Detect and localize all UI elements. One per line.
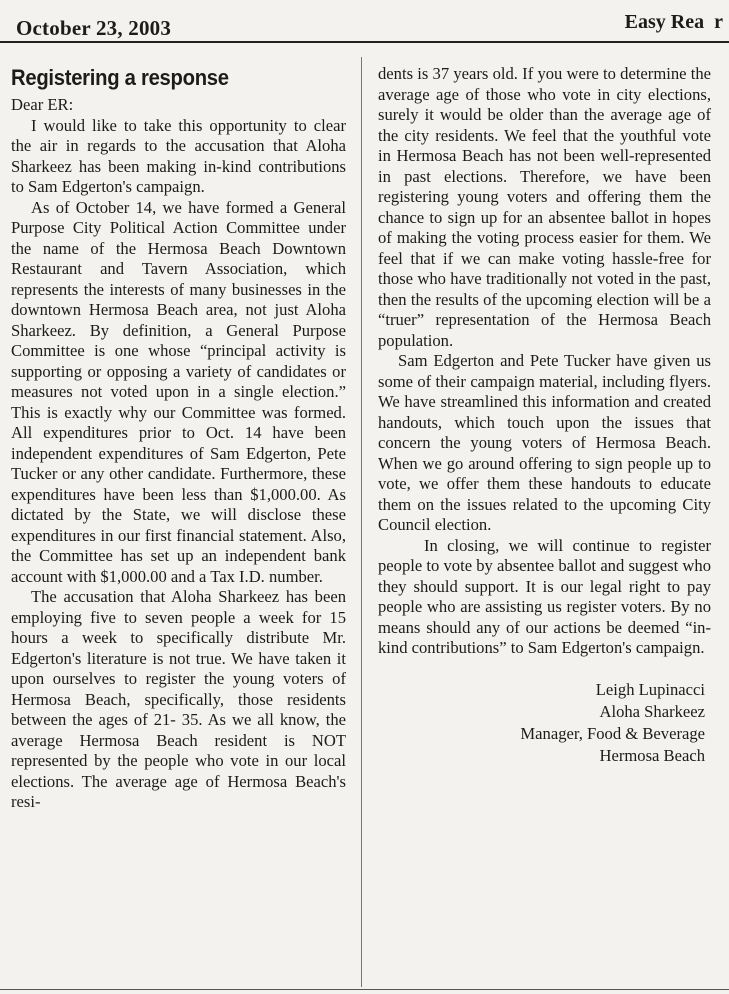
letter-paragraph-continued: dents is 37 years old. If you were to determine the average age of those who vote in city elections, surely it would be older than the average age of the city residents. We feel that the youthful vote in Hermosa Beach has not been well-represented in past elections. Therefore, we have been registering young voters and offering them the chance to sign up for an absentee ballot in hopes of making the voting process easier for them. We feel that if we can make voting hassle-free for those who have traditionally not voted in the past, then the results of the upcoming election will be a “truer” representation of the Hermosa Beach population. [378,64,711,350]
letter-salutation: Dear ER: [11,95,74,114]
right-column [378,64,711,767]
signature-title: Manager, Food & Beverage [520,723,705,743]
issue-date: October 23, 2003 [16,16,172,40]
letter-paragraph: I would like to take this opportunity to clear the air in regards to the accusation that Aloha Sharkeez has been making in-kind contributions to Sam Edgerton's campaign. [11,115,346,196]
signature-name: Leigh Lupinacci [595,679,705,699]
letter-paragraph: As of October 14, we have formed a General Purpose City Political Action Committee under the name of the Hermosa Beach Downtown Restaurant and Tavern Association, which represents the interests of many businesses in the downtown Hermosa Beach area, not just Aloha Sharkeez. By definition, a General Purpose Committee is one whose “principal activity is supporting or opposing a variety of candidates or measures not voted upon in a single election.” This is exactly why our Committee was formed. All expenditures prior to Oct. 14 have been independent expenditures of Sam Edgerton, Pete Tucker or any other candidate. Furthermore, these expenditures have been less than $1,000.00. As dictated by the State, we will disclose these expenditures in our first financial statement. Also, the Committee has set up an independent bank account with $1,000.00 and a Tax I.D. number. [11,197,346,586]
header-rule [0,41,729,43]
article-headline: Registering a response [11,65,229,90]
signature-organization: Aloha Sharkeez [599,701,705,721]
signature-location: Hermosa Beach [599,745,705,765]
letter-closing-paragraph: In closing, we will continue to register people to vote by absentee ballot and suggest who they should support. It is our legal right to pay people who are assisting us register voters. By no means should any of our actions be deemed “in-kind contributions” to Sam Edgerton's campaign. [378,535,711,657]
publication-name: Easy Rea r [624,11,723,33]
column-divider [361,57,362,987]
left-column [11,60,346,813]
letter-signature [378,679,711,767]
bottom-rule [0,989,729,990]
letter-paragraph: The accusation that Aloha Sharkeez has been employing five to seven people a week for 15 hours a week to specifically distribute Mr. Edgerton's literature is not true. We have taken it upon ourselves to register the young voters of Hermosa Beach, specifically, those residents between the ages of 21- 35. As we all know, the average Hermosa Beach resident is NOT represented by the people who vote in our local elections. The average age of Hermosa Beach's resi- [11,587,346,811]
letter-paragraph: Sam Edgerton and Pete Tucker have given us some of their campaign material, including flyers. We have streamlined this information and created handouts, which touch upon the issues that concern the young voters of Hermosa Beach. When we go around offering to sign people up to vote, we offer them these handouts to educate them on the issues related to the upcoming City Council election. [378,351,711,534]
